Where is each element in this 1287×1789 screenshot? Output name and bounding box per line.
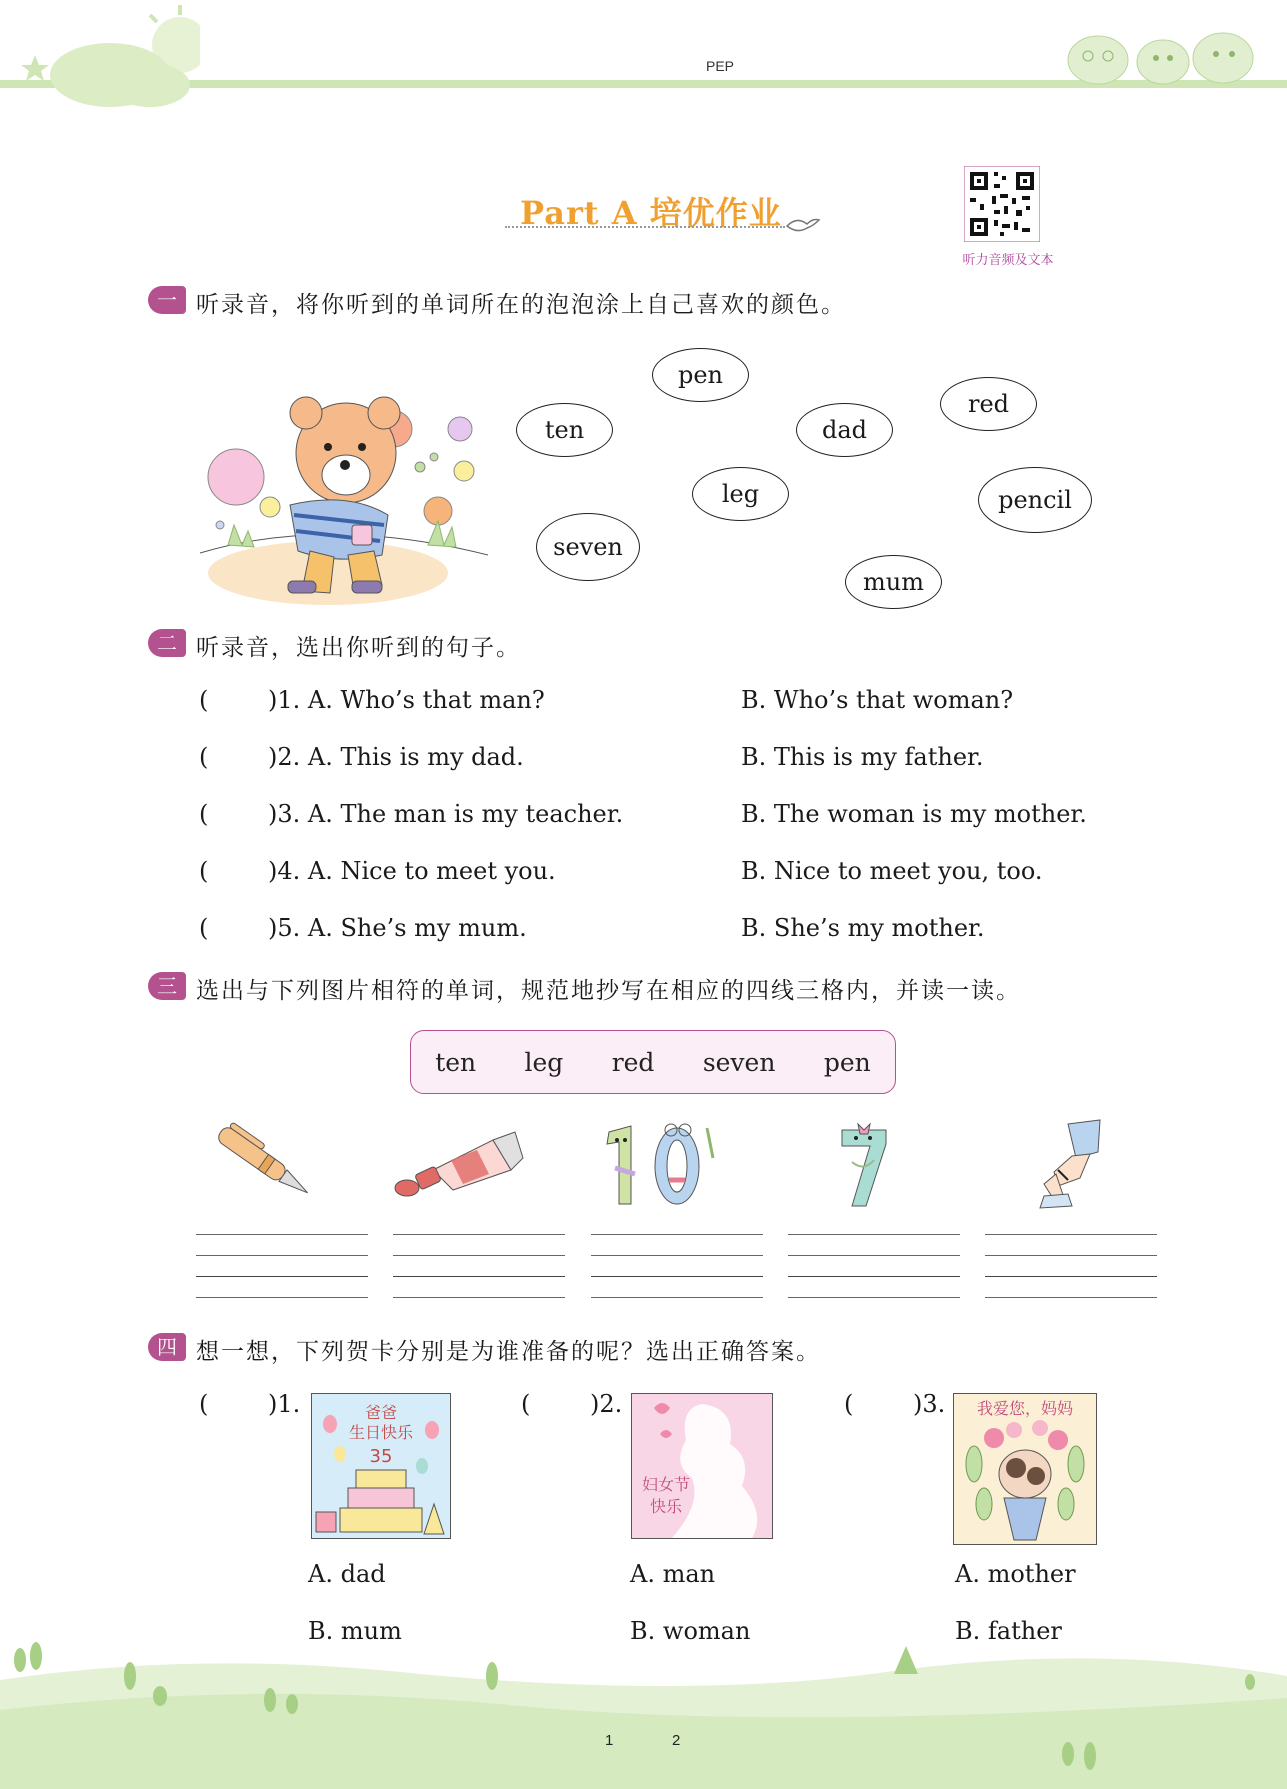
page-title: Part A 培优作业 [520,194,782,232]
word-bank [410,1030,896,1094]
answer-paren-4[interactable]: ( [199,857,209,885]
bubble-leg[interactable]: leg [692,467,789,521]
bubble-mum[interactable]: mum [845,555,942,609]
card1-number: )1. [268,1390,301,1418]
page-number-right: 2 [672,1732,681,1749]
svg-text:快乐: 快乐 [649,1497,683,1516]
animal-faces-decoration [1058,20,1258,85]
bubble-dad[interactable]: dad [796,403,893,457]
title-underline [505,226,785,228]
writing-lines-5[interactable] [985,1234,1157,1300]
qr-code-icon[interactable] [964,166,1040,242]
svg-text:生日快乐: 生日快乐 [348,1423,414,1442]
answer-paren-3[interactable]: ( [199,800,209,828]
bubble-pencil[interactable]: pencil [978,467,1092,533]
mothers-day-card-image [953,1393,1097,1545]
card2-option-b: B. woman [630,1617,751,1645]
word-bank-ten: ten [435,1047,477,1077]
answer-paren-2[interactable]: ( [199,743,209,771]
paint-tube-icon [393,1130,528,1200]
pen-icon [205,1118,325,1208]
answer-paren-5[interactable]: ( [199,914,209,942]
section-badge-2: 二 [148,629,186,657]
card1-text: 爸爸 [364,1403,398,1422]
bubble-red[interactable]: red [940,377,1037,431]
card3-number: )3. [913,1390,946,1418]
bubble-pen[interactable]: pen [652,348,749,402]
question-4-option-a: )4. A. Nice to meet you. [268,857,556,885]
number-seven-icon [830,1120,900,1212]
section-badge-3: 三 [148,972,186,1000]
qr-caption: 听力音频及文本 [962,253,1054,268]
number-ten-icon [595,1118,730,1213]
bubble-seven[interactable]: seven [536,513,640,581]
card3-option-b: B. father [955,1617,1062,1645]
word-bank-red: red [611,1047,655,1077]
card1-option-a: A. dad [308,1560,386,1588]
card2-number: )2. [590,1390,623,1418]
womens-day-card-image [631,1393,773,1539]
section4-instruction: 想一想，下列贺卡分别是为谁准备的呢？选出正确答案。 [196,1339,821,1365]
card1-answer-paren[interactable]: ( [199,1390,209,1418]
card2-answer-paren[interactable]: ( [521,1390,531,1418]
section3-instruction: 选出与下列图片相符的单词，规范地抄写在相应的四线三格内，并读一读。 [196,978,1021,1004]
card2-option-a: A. man [630,1560,716,1588]
header-label: PEP [705,58,734,74]
section1-instruction: 听录音，将你听到的单词所在的泡泡涂上自己喜欢的颜色。 [196,292,846,318]
section-badge-1: 一 [148,286,186,314]
writing-lines-1[interactable] [196,1234,368,1300]
card3-option-a: A. mother [955,1560,1076,1588]
bird-icon [785,212,821,236]
question-3-option-a: )3. A. The man is my teacher. [268,800,624,828]
section-badge-4: 四 [148,1333,186,1361]
word-bank-pen: pen [823,1047,871,1077]
birthday-card-image [311,1393,451,1539]
question-1-option-a: )1. A. Who’s that man? [268,686,545,714]
writing-lines-2[interactable] [393,1234,565,1300]
bubble-ten[interactable]: ten [516,403,613,457]
question-5-option-b: B. She’s my mother. [741,914,985,942]
question-1-option-b: B. Who’s that woman? [741,686,1014,714]
cloud-sun-decoration [20,0,200,115]
section2-instruction: 听录音，选出你听到的句子。 [196,635,521,661]
grass-hills-decoration [0,1640,1287,1789]
word-bank-seven: seven [702,1047,776,1077]
page-number-left: 1 [605,1732,614,1749]
question-5-option-a: )5. A. She’s my mum. [268,914,527,942]
question-2-option-a: )2. A. This is my dad. [268,743,524,771]
leg-icon [1028,1118,1108,1213]
writing-lines-3[interactable] [591,1234,763,1300]
question-2-option-b: B. This is my father. [741,743,984,771]
word-bank-leg: leg [524,1047,564,1077]
bear-blowing-bubbles-illustration [198,395,488,610]
card1-option-b: B. mum [308,1617,402,1645]
svg-text:35: 35 [369,1446,393,1467]
card3-answer-paren[interactable]: ( [844,1390,854,1418]
writing-lines-4[interactable] [788,1234,960,1300]
answer-paren-1[interactable]: ( [199,686,209,714]
svg-text:我爱您，妈妈: 我爱您，妈妈 [976,1399,1074,1418]
question-4-option-b: B. Nice to meet you, too. [741,857,1043,885]
question-3-option-b: B. The woman is my mother. [741,800,1087,828]
svg-text:妇女节: 妇女节 [641,1475,691,1494]
